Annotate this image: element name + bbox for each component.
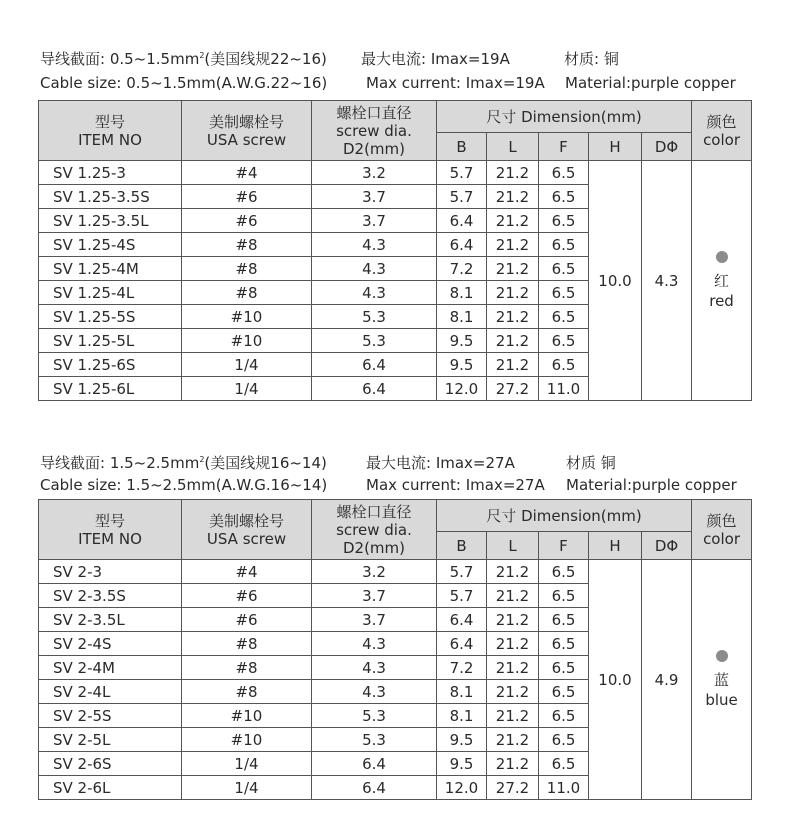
screw-cell: #10: [182, 305, 312, 329]
diameter-cell: 3.7: [312, 209, 437, 233]
screw-cell: #10: [182, 704, 312, 728]
color-dot-icon: [716, 650, 728, 662]
f-cell: 6.5: [539, 680, 589, 704]
diameter-cell: 5.3: [312, 329, 437, 353]
screw-cell: #8: [182, 257, 312, 281]
f-cell: 11.0: [539, 377, 589, 401]
cable-size-en: Cable size: 0.5~1.5mm(A.W.G.22~16): [40, 74, 328, 92]
b-cell: 9.5: [437, 728, 487, 752]
diameter-cell: 3.2: [312, 560, 437, 584]
material-zh: 材质 铜: [566, 454, 616, 472]
l-cell: 21.2: [487, 632, 539, 656]
header-b: B: [437, 532, 487, 560]
b-cell: 8.1: [437, 281, 487, 305]
item-cell: SV 2-4M: [39, 656, 182, 680]
b-cell: 8.1: [437, 704, 487, 728]
color-name-en: blue: [705, 690, 738, 709]
f-cell: 6.5: [539, 656, 589, 680]
item-cell: SV 1.25-5S: [39, 305, 182, 329]
item-cell: SV 1.25-3.5L: [39, 209, 182, 233]
f-cell: 6.5: [539, 329, 589, 353]
table-row: [39, 560, 752, 584]
f-cell: 6.5: [539, 353, 589, 377]
screw-cell: #6: [182, 584, 312, 608]
screw-cell: #8: [182, 680, 312, 704]
f-cell: 6.5: [539, 209, 589, 233]
diameter-cell: 4.3: [312, 233, 437, 257]
max-current-en: Max current: Imax=19A: [366, 74, 545, 92]
item-cell: SV 2-3.5L: [39, 608, 182, 632]
header-dphi: DΦ: [642, 532, 692, 560]
l-cell: 21.2: [487, 233, 539, 257]
screw-cell: #4: [182, 560, 312, 584]
f-cell: 6.5: [539, 185, 589, 209]
f-cell: 6.5: [539, 560, 589, 584]
header-color: 颜色 color: [692, 101, 752, 161]
material-en: Material:purple copper: [565, 74, 736, 92]
header-h: H: [589, 532, 642, 560]
l-cell: 21.2: [487, 281, 539, 305]
l-cell: 21.2: [487, 353, 539, 377]
material-zh: 材质: 铜: [564, 50, 619, 68]
item-cell: SV 2-4S: [39, 632, 182, 656]
b-cell: 6.4: [437, 608, 487, 632]
item-cell: SV 2-4L: [39, 680, 182, 704]
screw-cell: #6: [182, 209, 312, 233]
f-cell: 6.5: [539, 608, 589, 632]
screw-cell: #6: [182, 185, 312, 209]
item-cell: SV 2-6S: [39, 752, 182, 776]
diameter-cell: 5.3: [312, 728, 437, 752]
l-cell: 21.2: [487, 752, 539, 776]
diameter-cell: 6.4: [312, 377, 437, 401]
b-cell: 7.2: [437, 656, 487, 680]
l-cell: 21.2: [487, 680, 539, 704]
item-cell: SV 1.25-3: [39, 161, 182, 185]
max-current-zh: 最大电流: Imax=27A: [366, 454, 515, 472]
screw-cell: #4: [182, 161, 312, 185]
f-cell: 6.5: [539, 704, 589, 728]
b-cell: 9.5: [437, 329, 487, 353]
cable-size-en: Cable size: 1.5~2.5mm(A.W.G.16~14): [40, 476, 328, 494]
header-dimension: 尺寸 Dimension(mm): [437, 101, 692, 133]
header-diameter: 螺栓口直径 screw dia. D2(mm): [312, 500, 437, 560]
header-f: F: [539, 532, 589, 560]
header-l: L: [487, 532, 539, 560]
f-cell: 6.5: [539, 584, 589, 608]
item-cell: SV 2-5L: [39, 728, 182, 752]
l-cell: 21.2: [487, 608, 539, 632]
header-color: 颜色 color: [692, 500, 752, 560]
color-name-en: red: [709, 291, 734, 310]
table-row: [39, 161, 752, 185]
screw-cell: 1/4: [182, 752, 312, 776]
b-cell: 6.4: [437, 209, 487, 233]
b-cell: 9.5: [437, 353, 487, 377]
header-screw: 美制螺栓号 USA screw: [182, 101, 312, 161]
dphi-cell: 4.9: [642, 560, 692, 800]
header-item: 型号 ITEM NO: [39, 101, 182, 161]
screw-cell: 1/4: [182, 776, 312, 800]
item-cell: SV 1.25-4S: [39, 233, 182, 257]
diameter-cell: 4.3: [312, 257, 437, 281]
item-cell: SV 2-3: [39, 560, 182, 584]
screw-cell: #6: [182, 608, 312, 632]
max-current-en: Max current: Imax=27A: [366, 476, 545, 494]
material-en: Material:purple copper: [566, 476, 737, 494]
spec-table-1: [38, 100, 752, 401]
l-cell: 21.2: [487, 185, 539, 209]
item-cell: SV 1.25-6S: [39, 353, 182, 377]
f-cell: 6.5: [539, 161, 589, 185]
b-cell: 7.2: [437, 257, 487, 281]
b-cell: 5.7: [437, 185, 487, 209]
b-cell: 12.0: [437, 377, 487, 401]
item-cell: SV 2-5S: [39, 704, 182, 728]
screw-cell: 1/4: [182, 377, 312, 401]
diameter-cell: 5.3: [312, 704, 437, 728]
item-cell: SV 1.25-5L: [39, 329, 182, 353]
l-cell: 21.2: [487, 161, 539, 185]
diameter-cell: 3.7: [312, 185, 437, 209]
l-cell: 27.2: [487, 377, 539, 401]
item-cell: SV 1.25-4L: [39, 281, 182, 305]
max-current-zh: 最大电流: Imax=19A: [361, 50, 510, 68]
color-name-zh: 红: [714, 271, 730, 290]
b-cell: 9.5: [437, 752, 487, 776]
l-cell: 21.2: [487, 728, 539, 752]
diameter-cell: 4.3: [312, 680, 437, 704]
cable-size-zh: 导线截面: $1.5\sim 2.5mm^2$(美国线规16~14): [40, 454, 327, 472]
diameter-cell: 4.3: [312, 656, 437, 680]
h-cell: 10.0: [589, 560, 642, 800]
b-cell: 12.0: [437, 776, 487, 800]
header-l: L: [487, 133, 539, 161]
l-cell: 21.2: [487, 305, 539, 329]
diameter-cell: 4.3: [312, 281, 437, 305]
color-name-zh: 蓝: [714, 670, 730, 689]
f-cell: 6.5: [539, 305, 589, 329]
l-cell: 21.2: [487, 704, 539, 728]
b-cell: 8.1: [437, 680, 487, 704]
h-cell: 10.0: [589, 161, 642, 401]
color-cell: [692, 161, 752, 401]
f-cell: 6.5: [539, 752, 589, 776]
item-cell: SV 2-6L: [39, 776, 182, 800]
l-cell: 21.2: [487, 656, 539, 680]
b-cell: 5.7: [437, 584, 487, 608]
diameter-cell: 6.4: [312, 353, 437, 377]
cable-size-zh: 导线截面: $0.5\sim 1.5mm^2$(美国线规22~16): [40, 50, 327, 68]
l-cell: 21.2: [487, 560, 539, 584]
header-item: 型号 ITEM NO: [39, 500, 182, 560]
header-dphi: DΦ: [642, 133, 692, 161]
b-cell: 6.4: [437, 632, 487, 656]
diameter-cell: 5.3: [312, 305, 437, 329]
diameter-cell: 6.4: [312, 776, 437, 800]
diameter-cell: 3.7: [312, 584, 437, 608]
header-b: B: [437, 133, 487, 161]
screw-cell: #10: [182, 728, 312, 752]
header-dimension: 尺寸 Dimension(mm): [437, 500, 692, 532]
color-cell: [692, 560, 752, 800]
l-cell: 21.2: [487, 209, 539, 233]
header-screw: 美制螺栓号 USA screw: [182, 500, 312, 560]
diameter-cell: 4.3: [312, 632, 437, 656]
f-cell: 6.5: [539, 281, 589, 305]
item-cell: SV 1.25-6L: [39, 377, 182, 401]
item-cell: SV 1.25-4M: [39, 257, 182, 281]
color-dot-icon: [716, 251, 728, 263]
l-cell: 21.2: [487, 584, 539, 608]
screw-cell: #10: [182, 329, 312, 353]
f-cell: 11.0: [539, 776, 589, 800]
f-cell: 6.5: [539, 728, 589, 752]
f-cell: 6.5: [539, 233, 589, 257]
diameter-cell: 3.2: [312, 161, 437, 185]
screw-cell: 1/4: [182, 353, 312, 377]
diameter-cell: 3.7: [312, 608, 437, 632]
f-cell: 6.5: [539, 632, 589, 656]
screw-cell: #8: [182, 233, 312, 257]
l-cell: 21.2: [487, 257, 539, 281]
spec-table-2: [38, 499, 752, 800]
f-cell: 6.5: [539, 257, 589, 281]
screw-cell: #8: [182, 656, 312, 680]
b-cell: 6.4: [437, 233, 487, 257]
item-cell: SV 1.25-3.5S: [39, 185, 182, 209]
header-f: F: [539, 133, 589, 161]
b-cell: 5.7: [437, 560, 487, 584]
header-h: H: [589, 133, 642, 161]
item-cell: SV 2-3.5S: [39, 584, 182, 608]
dphi-cell: 4.3: [642, 161, 692, 401]
diameter-cell: 6.4: [312, 752, 437, 776]
l-cell: 21.2: [487, 329, 539, 353]
screw-cell: #8: [182, 632, 312, 656]
header-diameter: 螺栓口直径 screw dia. D2(mm): [312, 101, 437, 161]
l-cell: 27.2: [487, 776, 539, 800]
b-cell: 8.1: [437, 305, 487, 329]
b-cell: 5.7: [437, 161, 487, 185]
screw-cell: #8: [182, 281, 312, 305]
